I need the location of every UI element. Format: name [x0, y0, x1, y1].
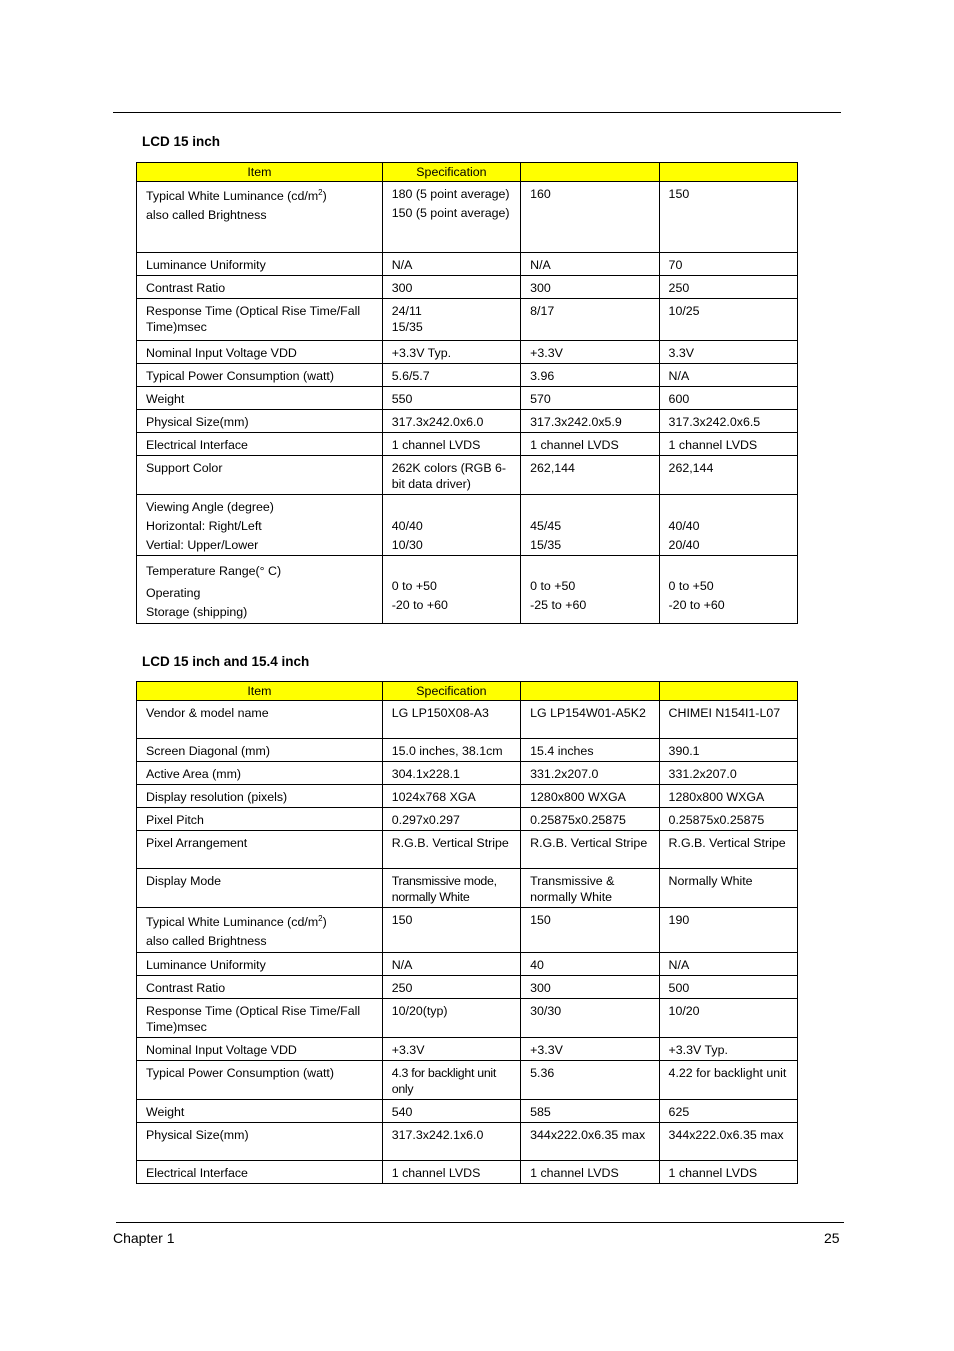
cell: 331.2x207.0 [659, 762, 797, 785]
cell: 160 [521, 182, 659, 253]
table-row [137, 456, 798, 495]
row-label: Screen Diagonal (mm) [137, 739, 383, 762]
cell: 3.3V [659, 341, 797, 364]
table-row [137, 701, 798, 739]
table-row [137, 276, 798, 299]
cell: 5.6/5.7 [382, 364, 520, 387]
cell [659, 556, 797, 624]
row-label: Electrical Interface [137, 1161, 383, 1184]
row-label: Display resolution (pixels) [137, 785, 383, 808]
label-text: also called Brightness [146, 934, 267, 948]
cell: 1 channel LVDS [382, 1161, 520, 1184]
table-row [137, 808, 798, 831]
cell: 600 [659, 387, 797, 410]
label-text: Vertial: Upper/Lower [146, 538, 259, 552]
header-blank [521, 682, 659, 701]
cell: Normally White [659, 869, 797, 908]
header-blank [659, 682, 797, 701]
row-label [137, 182, 383, 253]
cell: Transmissive mode, normally White [382, 869, 520, 908]
label-text: Viewing Angle (degree) [146, 500, 274, 514]
row-label: Vendor & model name [137, 701, 383, 739]
cell: R.G.B. Vertical Stripe [382, 831, 520, 869]
cell-text: 0 to +50 [530, 579, 576, 593]
cell: 317.3x242.0x6.0 [382, 410, 520, 433]
cell: +3.3V Typ. [659, 1038, 797, 1061]
cell: R.G.B. Vertical Stripe [659, 831, 797, 869]
cell: 262K colors (RGB 6-bit data driver) [382, 456, 520, 495]
cell [382, 495, 520, 556]
cell: 1280x800 WXGA [521, 785, 659, 808]
cell [659, 495, 797, 556]
cell: 304.1x228.1 [382, 762, 520, 785]
row-label: Electrical Interface [137, 433, 383, 456]
table-row [137, 739, 798, 762]
cell: 550 [382, 387, 520, 410]
label-text: ) [322, 189, 327, 203]
cell: 300 [521, 976, 659, 999]
table-header-row [137, 682, 798, 701]
cell: 262,144 [521, 456, 659, 495]
row-label: Display Mode [137, 869, 383, 908]
cell: 15.0 inches, 38.1cm [382, 739, 520, 762]
cell: 4.22 for backlight unit [659, 1061, 797, 1100]
cell: 1 channel LVDS [521, 1161, 659, 1184]
table-row [137, 785, 798, 808]
table-row [137, 762, 798, 785]
cell: 5.36 [521, 1061, 659, 1100]
cell: 1024x768 XGA [382, 785, 520, 808]
cell: 331.2x207.0 [521, 762, 659, 785]
table-row [137, 495, 798, 556]
cell: 1 channel LVDS [659, 1161, 797, 1184]
table-row [137, 953, 798, 976]
cell [521, 556, 659, 624]
cell: 70 [659, 253, 797, 276]
table-row [137, 364, 798, 387]
row-label: Contrast Ratio [137, 976, 383, 999]
cell: 10/20(typ) [382, 999, 520, 1038]
row-label: Typical Power Consumption (watt) [137, 364, 383, 387]
cell: 344x222.0x6.35 max [659, 1123, 797, 1161]
cell: 4.3 for backlight unit only [382, 1061, 520, 1100]
row-label [137, 556, 383, 624]
cell: 344x222.0x6.35 max [521, 1123, 659, 1161]
cell: 1 channel LVDS [659, 433, 797, 456]
cell-text: 150 (5 point average) [391, 206, 510, 220]
cell-text: 40/40 [391, 519, 423, 533]
cell: 30/30 [521, 999, 659, 1038]
cell [382, 556, 520, 624]
cell: N/A [382, 953, 520, 976]
cell: 40 [521, 953, 659, 976]
header-rule [113, 112, 841, 113]
cell [382, 299, 520, 341]
cell: R.G.B. Vertical Stripe [521, 831, 659, 869]
table-row [137, 299, 798, 341]
cell: N/A [659, 364, 797, 387]
table-row [137, 869, 798, 908]
table-row [137, 433, 798, 456]
cell: 10/20 [659, 999, 797, 1038]
label-text: Typical White Luminance (cd/m [146, 189, 319, 203]
cell: 300 [382, 276, 520, 299]
cell: 190 [659, 908, 797, 953]
cell: +3.3V [521, 1038, 659, 1061]
row-label: Pixel Pitch [137, 808, 383, 831]
row-label: Physical Size(mm) [137, 410, 383, 433]
label-text: Horizontal: Right/Left [146, 519, 262, 533]
row-label [137, 908, 383, 953]
table-row [137, 387, 798, 410]
cell: 150 [521, 908, 659, 953]
label-text: Typical White Luminance (cd/m [146, 915, 319, 929]
cell: 0.297x0.297 [382, 808, 520, 831]
cell: N/A [382, 253, 520, 276]
cell: +3.3V [382, 1038, 520, 1061]
table-header-row [137, 163, 798, 182]
cell: 317.3x242.0x5.9 [521, 410, 659, 433]
spec-table-lcd-15-and-15-4 [136, 681, 798, 1184]
cell-text: 15/35 [530, 538, 562, 552]
cell-text: 15/35 [391, 320, 423, 334]
header-specification: Specification [382, 682, 520, 701]
cell: LG LP154W01-A5K2 [521, 701, 659, 739]
page-number: 25 [824, 1230, 840, 1246]
header-item: Item [137, 163, 383, 182]
cell: CHIMEI N154I1-L07 [659, 701, 797, 739]
cell-text: 20/40 [668, 538, 700, 552]
row-label: Typical Power Consumption (watt) [137, 1061, 383, 1100]
table-row [137, 1061, 798, 1100]
cell: 0.25875x0.25875 [521, 808, 659, 831]
row-label: Weight [137, 387, 383, 410]
label-text: also called Brightness [146, 208, 267, 222]
cell: 570 [521, 387, 659, 410]
cell [382, 182, 520, 253]
cell: 8/17 [521, 299, 659, 341]
cell: 150 [382, 908, 520, 953]
cell: 15.4 inches [521, 739, 659, 762]
table-row [137, 976, 798, 999]
row-label: Physical Size(mm) [137, 1123, 383, 1161]
footer-chapter: Chapter 1 [113, 1230, 175, 1246]
cell: 0.25875x0.25875 [659, 808, 797, 831]
table-row [137, 908, 798, 953]
cell: 1 channel LVDS [521, 433, 659, 456]
cell-text: -25 to +60 [530, 598, 587, 612]
cell: 1 channel LVDS [382, 433, 520, 456]
cell-text: 0 to +50 [668, 579, 714, 593]
cell: 250 [382, 976, 520, 999]
cell: LG LP150X08-A3 [382, 701, 520, 739]
cell: 250 [659, 276, 797, 299]
row-label: Luminance Uniformity [137, 953, 383, 976]
cell: 150 [659, 182, 797, 253]
section-title-lcd-15-and-15-4: LCD 15 inch and 15.4 inch [142, 654, 310, 669]
row-label: Weight [137, 1100, 383, 1123]
cell: +3.3V Typ. [382, 341, 520, 364]
header-blank [521, 163, 659, 182]
cell: 390.1 [659, 739, 797, 762]
cell: N/A [521, 253, 659, 276]
cell-text: 45/45 [530, 519, 562, 533]
table-row [137, 341, 798, 364]
cell: 1280x800 WXGA [659, 785, 797, 808]
cell: 300 [521, 276, 659, 299]
row-label [137, 495, 383, 556]
label-text: Storage (shipping) [146, 605, 248, 619]
cell: N/A [659, 953, 797, 976]
row-label: Response Time (Optical Rise Time/Fall Time)msec [137, 299, 383, 341]
cell-text: -20 to +60 [391, 598, 448, 612]
row-label: Nominal Input Voltage VDD [137, 341, 383, 364]
superscript: 2 [318, 188, 323, 197]
header-item: Item [137, 682, 383, 701]
cell: Transmissive & normally White [521, 869, 659, 908]
cell-text: 0 to +50 [391, 579, 437, 593]
spec-table-lcd-15 [136, 162, 798, 624]
cell-text: 24/11 [391, 304, 422, 318]
cell: 625 [659, 1100, 797, 1123]
cell-text: -20 to +60 [668, 598, 725, 612]
superscript: 2 [318, 914, 323, 923]
table-row [137, 1123, 798, 1161]
header-blank [659, 163, 797, 182]
cell-text: 180 (5 point average) [391, 187, 510, 201]
row-label: Active Area (mm) [137, 762, 383, 785]
row-label: Pixel Arrangement [137, 831, 383, 869]
table-row [137, 182, 798, 253]
cell-text: 40/40 [668, 519, 700, 533]
footer-rule [116, 1222, 844, 1223]
row-label: Luminance Uniformity [137, 253, 383, 276]
cell: 3.96 [521, 364, 659, 387]
row-label: Response Time (Optical Rise Time/Fall Time)msec [137, 999, 383, 1038]
cell: +3.3V [521, 341, 659, 364]
header-specification: Specification [382, 163, 520, 182]
cell-text: 10/30 [391, 538, 423, 552]
row-label: Support Color [137, 456, 383, 495]
cell: 500 [659, 976, 797, 999]
cell [521, 495, 659, 556]
cell: 317.3x242.1x6.0 [382, 1123, 520, 1161]
table-row [137, 831, 798, 869]
cell: 585 [521, 1100, 659, 1123]
cell: 262,144 [659, 456, 797, 495]
row-label: Contrast Ratio [137, 276, 383, 299]
cell: 540 [382, 1100, 520, 1123]
row-label: Nominal Input Voltage VDD [137, 1038, 383, 1061]
table-row [137, 999, 798, 1038]
table-row [137, 1100, 798, 1123]
label-text: ) [322, 915, 327, 929]
cell: 317.3x242.0x6.5 [659, 410, 797, 433]
table-row [137, 556, 798, 624]
cell: 10/25 [659, 299, 797, 341]
table-row [137, 253, 798, 276]
table-row [137, 410, 798, 433]
table-row [137, 1161, 798, 1184]
label-text: Temperature Range(° C) [146, 564, 282, 578]
label-text: Operating [146, 586, 201, 600]
table-row [137, 1038, 798, 1061]
section-title-lcd-15: LCD 15 inch [142, 134, 221, 149]
